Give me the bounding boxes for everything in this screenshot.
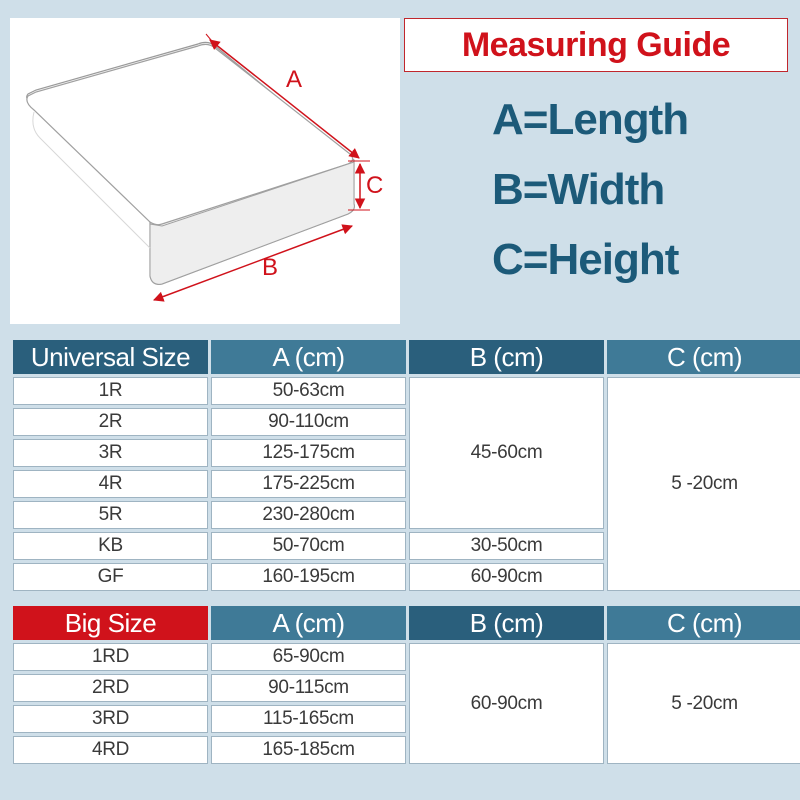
b-cell: 30-50cm	[409, 532, 604, 560]
header-b: B (cm)	[409, 606, 604, 640]
a-cell: 50-63cm	[211, 377, 406, 405]
a-cell: 90-110cm	[211, 408, 406, 436]
cushion-diagram	[10, 18, 400, 324]
dimension-b-label: B	[262, 254, 279, 281]
size-cell: KB	[13, 532, 208, 560]
c-shared-cell: 5 -20cm	[607, 643, 800, 764]
dimension-a-label: A	[286, 66, 303, 93]
table-header-row	[13, 606, 800, 640]
b-cell: 60-90cm	[409, 563, 604, 591]
legend-height: C=Height	[492, 235, 679, 284]
a-cell: 90-115cm	[211, 674, 406, 702]
table-row	[13, 377, 800, 405]
size-cell: 2R	[13, 408, 208, 436]
measuring-guide-title: Measuring Guide	[404, 18, 788, 72]
a-cell: 115-165cm	[211, 705, 406, 733]
b-shared-cell: 45-60cm	[409, 377, 604, 529]
header-size: Big Size	[13, 606, 208, 640]
legend-length: A=Length	[492, 95, 689, 144]
header-b: B (cm)	[409, 340, 604, 374]
header-a: A (cm)	[211, 340, 406, 374]
a-cell: 65-90cm	[211, 643, 406, 671]
size-cell: GF	[13, 563, 208, 591]
header-a: A (cm)	[211, 606, 406, 640]
big-size-table	[10, 603, 800, 767]
a-cell: 50-70cm	[211, 532, 406, 560]
a-cell: 230-280cm	[211, 501, 406, 529]
size-cell: 4RD	[13, 736, 208, 764]
header-c: C (cm)	[607, 340, 800, 374]
legend-width: B=Width	[492, 165, 665, 214]
table-header-row	[13, 340, 800, 374]
cushion-illustration	[10, 18, 400, 324]
universal-size-table	[10, 337, 800, 594]
b-shared-cell: 60-90cm	[409, 643, 604, 764]
size-cell: 1RD	[13, 643, 208, 671]
size-cell: 1R	[13, 377, 208, 405]
size-cell: 2RD	[13, 674, 208, 702]
a-cell: 125-175cm	[211, 439, 406, 467]
header-size: Universal Size	[13, 340, 208, 374]
c-shared-cell: 5 -20cm	[607, 377, 800, 591]
size-cell: 4R	[13, 470, 208, 498]
a-cell: 160-195cm	[211, 563, 406, 591]
size-cell: 5R	[13, 501, 208, 529]
a-cell: 165-185cm	[211, 736, 406, 764]
header-c: C (cm)	[607, 606, 800, 640]
dimension-c-label: C	[366, 172, 384, 199]
table-row	[13, 643, 800, 671]
size-cell: 3R	[13, 439, 208, 467]
size-cell: 3RD	[13, 705, 208, 733]
a-cell: 175-225cm	[211, 470, 406, 498]
